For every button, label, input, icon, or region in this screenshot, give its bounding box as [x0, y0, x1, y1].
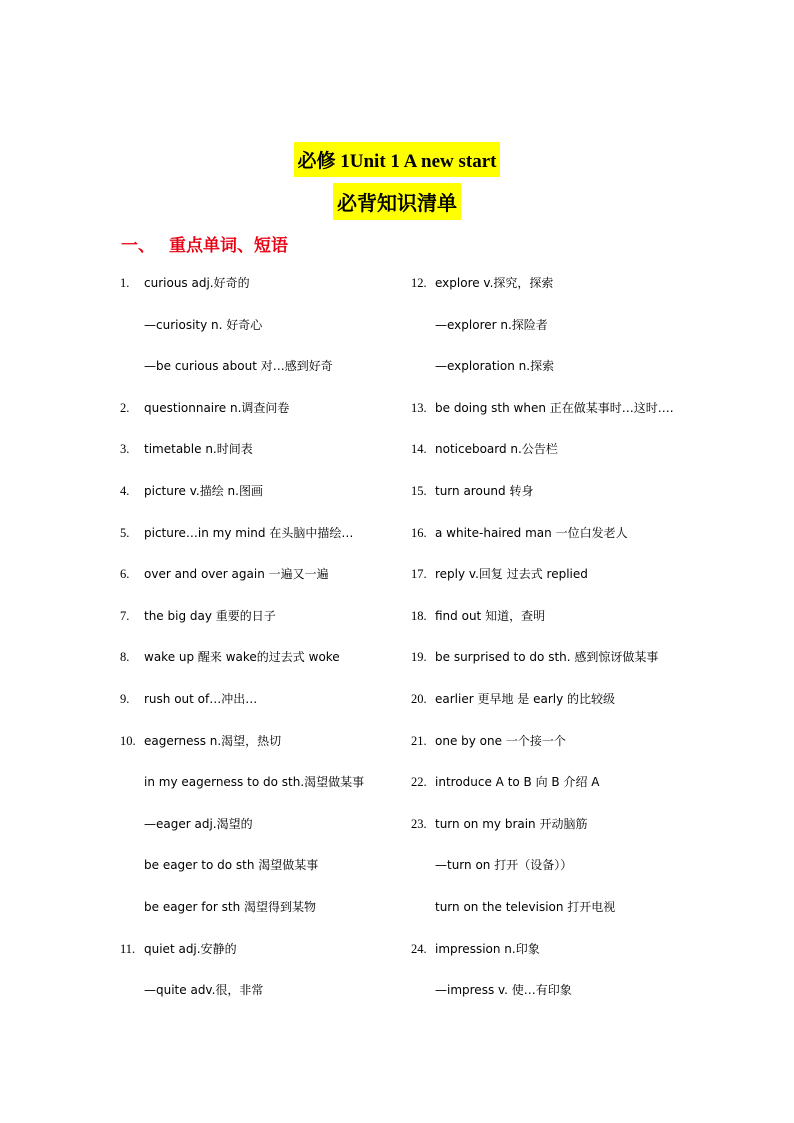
vocab-row: [411, 771, 674, 813]
vocab-row: [120, 563, 364, 605]
vocab-number: 12.: [411, 276, 427, 290]
vocab-entry: be surprised to do sth. 感到惊讶做某事: [435, 650, 659, 665]
vocab-row: [120, 355, 364, 397]
page-subtitle: 必背知识清单: [333, 183, 461, 220]
vocab-row: [120, 896, 364, 938]
vocab-number: 11.: [120, 941, 136, 956]
vocab-row: [120, 272, 364, 314]
section-title: 重点单词、短语: [169, 236, 288, 256]
vocab-entry: in my eagerness to do sth.渴望做某事: [144, 775, 365, 790]
vocab-entry: a white-haired man 一位白发老人: [435, 525, 628, 540]
vocab-entry: —impress v. 使…有印象: [435, 983, 572, 998]
vocab-column-right: [411, 272, 674, 1021]
vocab-entry: quiet adj.安静的: [144, 941, 237, 956]
vocab-row: [120, 979, 364, 1021]
vocab-entry: reply v.回复 过去式 replied: [435, 567, 588, 582]
vocab-entry: be eager to do sth 渴望做某事: [144, 858, 319, 873]
vocab-entry: timetable n.时间表: [144, 442, 253, 457]
vocab-number: 24.: [411, 941, 427, 956]
vocab-entry: —turn on 打开（设备））: [435, 858, 573, 873]
vocab-row: [411, 938, 674, 980]
vocab-entry: —be curious about 对…感到好奇: [144, 359, 333, 374]
vocab-number: 13.: [411, 400, 427, 415]
vocab-number: 9.: [120, 691, 130, 706]
vocab-row: [120, 730, 364, 772]
vocab-row: [120, 522, 364, 564]
vocab-row: [411, 896, 674, 938]
vocab-number: 5.: [120, 525, 130, 540]
vocab-entry: —eager adj.渴望的: [144, 816, 253, 831]
vocab-row: [120, 938, 364, 980]
vocab-entry: noticeboard n.公告栏: [435, 442, 558, 457]
vocab-number: 21.: [411, 733, 427, 748]
vocab-row: [120, 605, 364, 647]
vocab-number: 8.: [120, 650, 130, 665]
vocab-row: [120, 854, 364, 896]
vocab-entry: turn on my brain 开动脑筋: [435, 816, 588, 831]
vocab-entry: explore v.探究，探索: [435, 276, 554, 290]
vocab-entry: find out 知道，查明: [435, 608, 546, 623]
title-line-2-wrap: [0, 183, 794, 220]
vocab-number: 15.: [411, 483, 427, 498]
vocab-column-left: [120, 272, 364, 1021]
vocab-entry: turn around 转身: [435, 483, 534, 498]
vocab-row: [411, 314, 674, 356]
vocab-entry: —quite adv.很，非常: [144, 983, 264, 998]
vocab-number: 20.: [411, 691, 427, 706]
vocab-row: [120, 771, 364, 813]
vocab-row: [120, 480, 364, 522]
vocab-number: 16.: [411, 525, 427, 540]
vocab-entry: eagerness n.渴望，热切: [144, 733, 282, 748]
vocab-number: 17.: [411, 567, 427, 582]
vocab-entry: turn on the television 打开电视: [435, 899, 616, 914]
vocab-entry: picture…in my mind 在头脑中描绘…: [144, 525, 354, 540]
vocab-entry: introduce A to B 向 B 介绍 A: [435, 775, 600, 790]
vocab-entry: the big day 重要的日子: [144, 608, 276, 623]
vocab-row: [411, 646, 674, 688]
vocab-number: 10.: [120, 733, 136, 748]
vocab-entry: one by one 一个接一个: [435, 733, 566, 748]
vocab-entry: be eager for sth 渴望得到某物: [144, 899, 316, 914]
vocab-row: [411, 480, 674, 522]
vocab-row: [120, 397, 364, 439]
vocab-entry: wake up 醒来 wake的过去式 woke: [144, 650, 340, 665]
vocab-number: 4.: [120, 483, 130, 498]
vocab-number: 3.: [120, 442, 130, 457]
vocab-entry: —explorer n.探险者: [435, 317, 548, 332]
vocab-row: [411, 605, 674, 647]
vocab-entry: curious adj.好奇的: [144, 276, 250, 290]
vocab-number: 1.: [120, 276, 130, 290]
vocab-row: [411, 854, 674, 896]
vocab-entry: earlier 更早地 是 early 的比较级: [435, 691, 616, 706]
vocab-entry: rush out of…冲出…: [144, 691, 258, 706]
vocab-number: 2.: [120, 400, 130, 415]
vocab-number: 23.: [411, 816, 427, 831]
vocab-entry: be doing sth when 正在做某事时…这时….: [435, 400, 674, 415]
vocab-row: [411, 730, 674, 772]
vocab-entry: questionnaire n.调查问卷: [144, 400, 290, 415]
vocab-entry: picture v.描绘 n.图画: [144, 483, 263, 498]
vocab-number: 19.: [411, 650, 427, 665]
vocab-row: [411, 272, 674, 314]
vocab-row: [411, 355, 674, 397]
vocab-row: [120, 813, 364, 855]
vocab-entry: —exploration n.探索: [435, 359, 555, 374]
vocab-row: [411, 979, 674, 1021]
vocab-row: [120, 646, 364, 688]
vocab-row: [411, 438, 674, 480]
title-line-1-wrap: [0, 142, 794, 177]
vocab-number: 6.: [120, 567, 130, 582]
vocab-number: 7.: [120, 608, 130, 623]
vocab-row: [411, 813, 674, 855]
vocab-row: [411, 688, 674, 730]
vocab-number: 14.: [411, 442, 427, 457]
vocab-row: [120, 688, 364, 730]
page-title: 必修 1Unit 1 A new start: [294, 142, 501, 177]
vocab-entry: over and over again 一遍又一遍: [144, 567, 329, 582]
vocab-row: [411, 522, 674, 564]
vocab-row: [411, 397, 674, 439]
vocab-row: [120, 438, 364, 480]
vocab-row: [120, 314, 364, 356]
section-heading: [121, 231, 288, 256]
vocab-entry: —curiosity n. 好奇心: [144, 317, 263, 332]
vocab-number: 18.: [411, 608, 427, 623]
vocab-row: [411, 563, 674, 605]
section-number: 一、: [121, 236, 155, 256]
vocab-number: 22.: [411, 775, 427, 790]
vocab-entry: impression n.印象: [435, 941, 540, 956]
